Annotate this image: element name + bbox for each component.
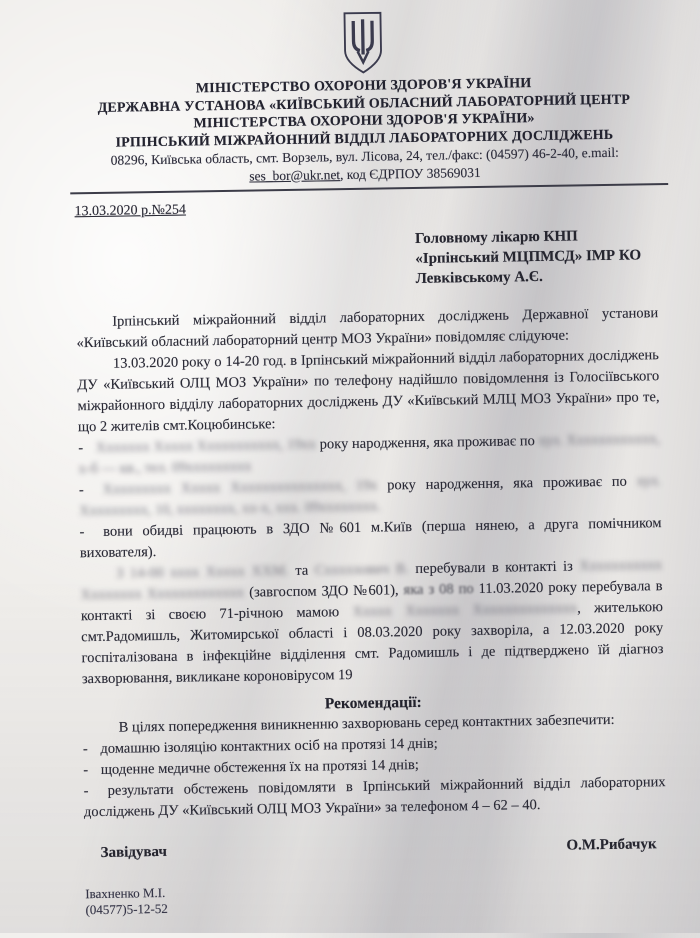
list-dash: -	[82, 741, 88, 758]
redacted-address-2: хул. Ххххххххх, 10, хххххххх, хх-х, ххх. 09хххххххх.	[79, 473, 661, 520]
redacted-person-2: Схххххович В.	[314, 561, 410, 579]
redacted-person-4: Ххххх Ххххххх Хххххххххххххх	[352, 600, 578, 620]
p3-text-5: 11.03.2020 року перебувала в контакті зі своєю 71-річною мамою	[80, 578, 663, 625]
redacted-name-2: Ххххххххх Ххххх Ххххххххххххххх,	[102, 478, 346, 498]
recommendation-1-text: домашню ізоляцію контактних осіб на протязі 14 днів;	[100, 735, 438, 757]
list-dash: -	[83, 762, 89, 779]
contact-address-line: 08296, Київська область, смт. Ворзель, вул. Лісова, 24, тел./факс: (04597) 46-2-40, e.mail:	[110, 144, 619, 168]
contact-edrpou: , код ЄДРПОУ 38569031	[339, 164, 481, 182]
redacted-person-3: Ххххххххххх Хххххххх Ххххххххххххх	[80, 557, 663, 604]
list-dash: -	[78, 440, 84, 457]
redacted-lead: З 14-00 хххх Ххххх ХХМ.	[116, 562, 290, 582]
item-2-text: року народження, яка проживає по	[387, 473, 627, 494]
letterhead-org-block	[73, 73, 656, 152]
contact-email: ses_bor@ukr.net	[249, 166, 341, 184]
list-dash: -	[79, 524, 85, 541]
p3-text-2: перебували в контакті із	[415, 558, 573, 577]
p3-text-3: (завгоспом ЗДО №601),	[249, 582, 399, 601]
org-line-institution-2: МІНІСТЕРСТВА ОХОРОНИ ЗДОРОВ'Я УКРАЇНИ»	[193, 111, 535, 132]
signature-row	[84, 836, 666, 862]
trident-icon	[337, 9, 388, 76]
faint-text: яка з 08 по	[403, 581, 474, 599]
addressee-block	[415, 225, 658, 289]
signatory-role: Завідувач	[100, 843, 167, 861]
recommendations-heading: Рекомендації:	[324, 693, 422, 713]
redacted-birth-year-2: 19х	[355, 477, 378, 494]
paragraph-contact-history	[80, 555, 664, 690]
org-line-department: ІРПІНСЬКИЙ МІЖРАЙОННИЙ ВІДДІЛ ЛАБОРАТОРНИХ ДОСЛІДЖЕНЬ	[115, 127, 614, 151]
executor-name: Івахненко М.І.	[85, 884, 166, 902]
p3-text-6: , жителькою смт.Радомишль, Житомирської області і 08.03.2020 року захворіла, а 12.03.2020 року госпіталізована в інфекційне відділення смт. Радомишль і де підтверджено їй діагноз захворювання, викликане короновірусом 19	[81, 599, 664, 688]
list-dash: -	[78, 482, 84, 499]
p3-text-1: та	[295, 562, 309, 579]
recommendation-2-text: щоденне медичне обстеження їх на протязі 14 днів;	[100, 756, 420, 778]
addressee-position: Головному лікарю КНП	[414, 228, 578, 247]
redacted-name-1: Ххххххх Ххххх Ххххххххххх,	[95, 437, 284, 456]
ukraine-trident-emblem	[71, 5, 654, 80]
org-line-institution-1: ДЕРЖАВНА УСТАНОВА «КИЇВСЬКИЙ ОБЛАСНИЙ ЛАБОРАТОРНИЙ ЦЕНТР	[97, 92, 631, 116]
executor-block	[85, 877, 667, 918]
recommendation-3-text: результати обстежень повідомляти в Ірпінський міжрайонний відділ лабораторних досліджень ДУ «Київський ОЛЦ МОЗ України» за телефоном 4 – 62 – 40.	[83, 774, 666, 821]
letter-body	[76, 303, 666, 823]
recommendations-intro: В цілях попередження виникненню захворювань серед контактних забезпечити:	[118, 711, 615, 736]
recommendation-item-3	[83, 772, 666, 823]
signatory-name: О.М.Рибачук	[566, 836, 657, 854]
redacted-birth-year-1: 19хх	[286, 436, 317, 453]
paragraph-intro: Ірпінський міжрайонний відділ лабораторних досліджень Державної установи «Київський обласний лабораторний центр МОЗ України» повідомляє слідуюче:	[76, 305, 659, 352]
executor-phone: (04577)5-12-52	[85, 900, 168, 918]
item-1-text: року народження, яка проживає по	[319, 433, 535, 453]
item-3-text: вони обидві працюють в ЗДО №601 м.Київ (перша нянею, а друга помічником вихователя).	[79, 515, 662, 562]
addressee-organization: «Ірпінський МЦПМСД» ІМР КО	[415, 247, 642, 267]
addressee-name: Левківському А.Є.	[415, 268, 543, 287]
reference-date-number: 13.03.2020 р.№254	[74, 202, 187, 220]
list-dash: -	[83, 783, 89, 800]
paragraph-notification: 13.03.2020 року о 14-20 год. в Ірпінський міжрайонний відділ лабораторних досліджень ДУ «Київський ОЛЦ МОЗ України» по телефону надійшло повідомлення із Голосіївського міжрайонного відділу лабораторних досліджень ДУ «Київський МЛЦ МОЗ України» про те, що 2 жителів смт.Коцюбинське:	[77, 347, 660, 436]
org-line-ministry: МІНІСТЕРСТВО ОХОРОНИ ЗДОРОВ'Я УКРАЇНИ	[195, 76, 532, 97]
redacted-address-1: хул. Хххххххххххх, х-б — кв., тел. 09ххххххххх	[78, 431, 661, 478]
